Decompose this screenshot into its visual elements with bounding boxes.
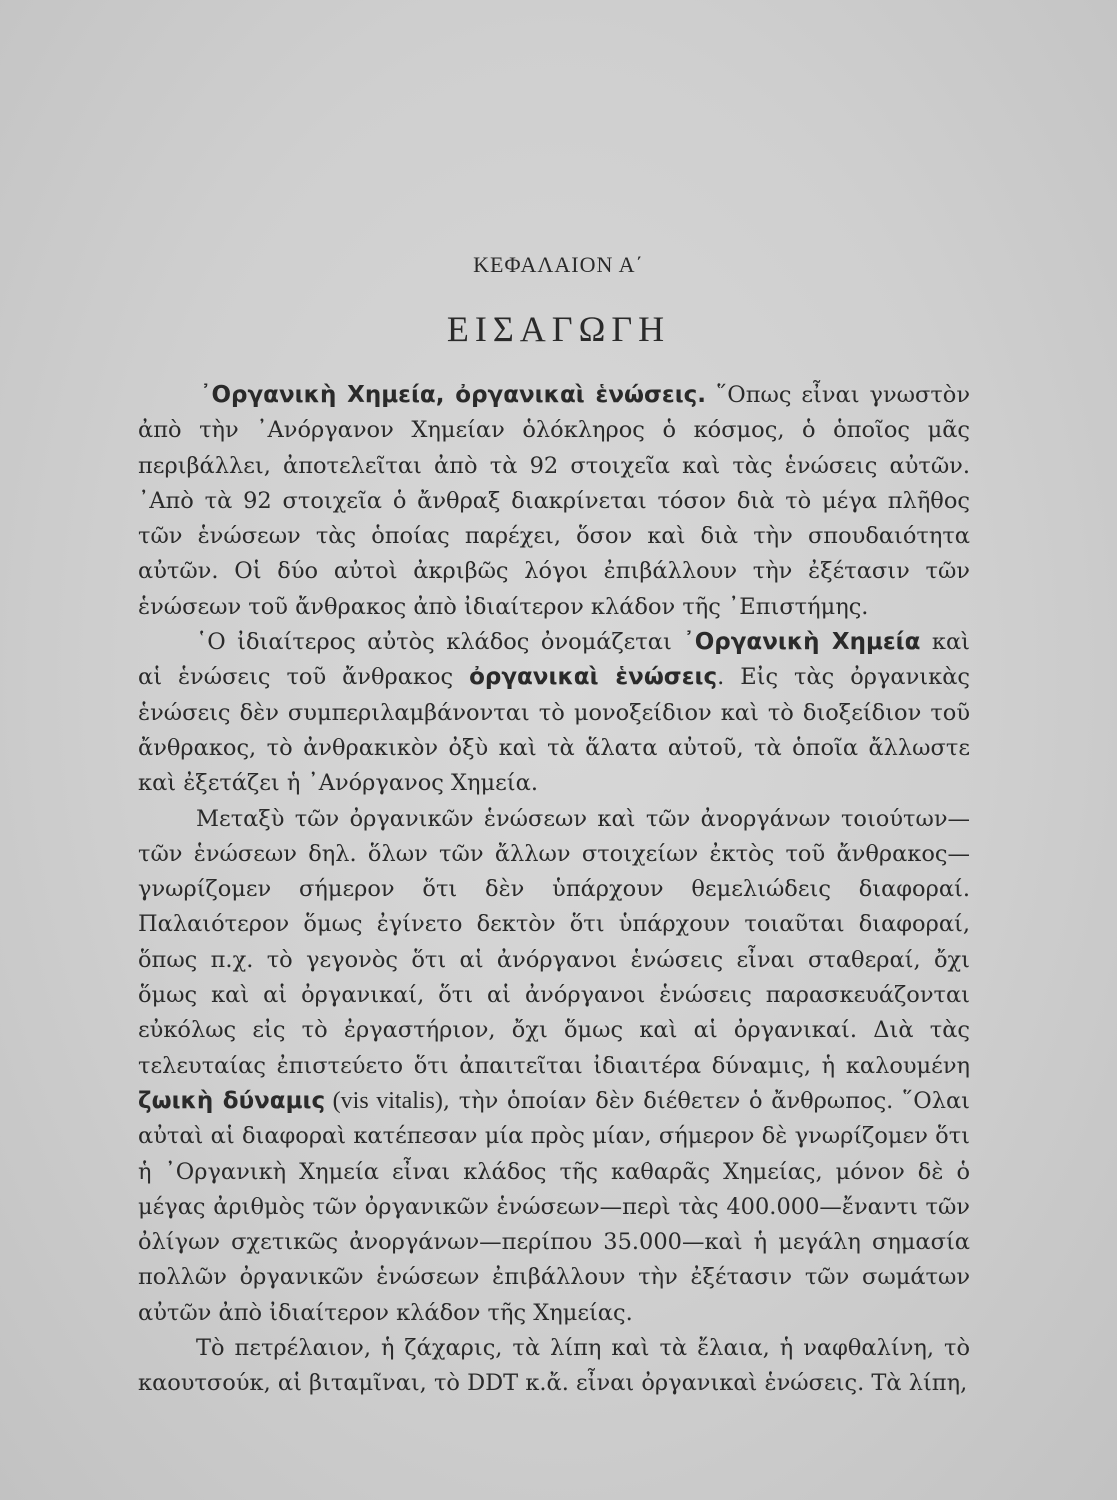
- paragraph-2: [138, 625, 970, 801]
- paragraph-4: [138, 1331, 970, 1402]
- paragraph-1: [138, 378, 970, 625]
- section-heading: ᾿Οργανικὴ Χημεία, ὀργανικαὶ ἑνώσεις.: [200, 382, 707, 408]
- chapter-label: ΚΕΦΑΛΑΙΟΝ Α΄: [473, 252, 644, 277]
- bold-term: ὀργανικαὶ ἑνώσεις: [469, 664, 718, 691]
- paragraph-text: . Εἰς τὰς ὀργανικὰς ἑνώσεις δὲν συμπεριλαμβάνονται τὸ μονοξείδιον καὶ τὸ διοξείδιον τοῦ ἄνθρακος, τὸ ἀνθρακικὸν ὀξὺ καὶ τὰ ἅλατα αὐτοῦ, τὰ ὁποῖα ἄλλωστε καὶ ἐξετάζει ἡ ᾿Ανόργανος Χημεία.: [138, 664, 970, 797]
- paragraph-text: , τὴν ὁποίαν δὲν διέθετεν ὁ ἄνθρωπος. ῞Ολαι αὐταὶ αἱ διαφοραὶ κατέπεσαν μία πρὸς μίαν, σήμερον δὲ γνωρίζομεν ὅτι ἡ ᾿Οργανικὴ Χημεία εἶναι κλάδος τῆς καθαρᾶς Χημείας, μόνον δὲ ὁ μέγας ἀριθμὸς τῶν ὀργανικῶν ἑνώσεων—περὶ τὰς 400.000—ἔναντι τῶν ὀλίγων σχετικῶς ἀνοργάνων—περίπου 35.000—καὶ ἡ μεγάλη σημασία πολλῶν ὀργανικῶν ἑνώσεων ἐπιβάλλουν τὴν ἐξέτασιν τῶν σωμάτων αὐτῶν ἀπὸ ἰδιαίτερον κλάδον τῆς Χημείας.: [138, 1087, 970, 1326]
- paragraph-text: Μεταξὺ τῶν ὀργανικῶν ἑνώσεων καὶ τῶν ἀνοργάνων τοιούτων—τῶν ἑνώσεων δηλ. ὅλων τῶν ἄλλων στοιχείων ἐκτὸς τοῦ ἄνθρακος—γνωρίζομεν σήμερον ὅτι δὲν ὑπάρχουν θεμελιώδεις διαφοραί. Παλαιότερον ὅμως ἐγίνετο δεκτὸν ὅτι ὑπάρχουν τοιαῦται διαφοραί, ὅπως π.χ. τὸ γεγονὸς ὅτι αἱ ἀνόργανοι ἑνώσεις εἶναι σταθεραί, ὄχι ὅμως καὶ αἱ ὀργανικαί, ὅτι αἱ ἀνόργανοι ἑνώσεις παρασκευάζονται εὐκόλως εἰς τὸ ἐργαστήριον, ὄχι ὅμως καὶ αἱ ὀργανικαί. Διὰ τὰς τελευταίας ἐπιστεύετο ὅτι ἀπαιτεῖται ἰδιαιτέρα δύναμις, ἡ καλουμένη: [138, 805, 970, 1079]
- paragraph-text: Τὸ πετρέλαιον, ἡ ζάχαρις, τὰ λίπη καὶ τὰ ἔλαια, ἡ ναφθαλίνη, τὸ καουτσούκ, αἱ βιταμῖναι, τὸ DDT κ.ἄ. εἶναι ὀργανικαὶ ἑνώσεις. Τὰ λίπη,: [138, 1335, 970, 1397]
- latin-term: (vis vitalis): [325, 1087, 443, 1114]
- paragraph-3: [138, 802, 970, 1331]
- paragraph-text: καὶ αἱ ἑνώσεις τοῦ ἄνθρακος: [138, 629, 970, 691]
- body-text: [138, 378, 970, 1402]
- paragraph-text: ῾Ο ἰδιαίτερος αὐτὸς κλάδος ὀνομάζεται: [196, 629, 684, 656]
- chapter-title: ΕΙΣΑΓΩΓΗ: [446, 309, 671, 349]
- paragraph-text: ῞Οπως εἶναι γνωστὸν ἀπὸ τὴν ᾿Ανόργανον Χημείαν ὁλόκληρος ὁ κόσμος, ὁ ὁποῖος μᾶς περιβάλλει, ἀποτελεῖται ἀπὸ τὰ 92 στοιχεῖα καὶ τὰς ἑνώσεις αὐτῶν. ᾿Απὸ τὰ 92 στοιχεῖα ὁ ἄνθραξ διακρίνεται τόσον διὰ τὸ μέγα πλῆθος τῶν ἑνώσεων τὰς ὁποίας παρέχει, ὅσον καὶ διὰ τὴν σπουδαιότητα αὐτῶν. Οἱ δύο αὐτοὶ ἀκριβῶς λόγοι ἐπιβάλλουν τὴν ἐξέτασιν τῶν ἑνώσεων τοῦ ἄνθρακος ἀπὸ ἰδιαίτερον κλάδον τῆς ᾿Επιστήμης.: [138, 382, 970, 620]
- bold-term: ᾿Οργανικὴ Χημεία: [683, 629, 921, 656]
- bold-term: ζωικὴ δύναμις: [138, 1087, 326, 1114]
